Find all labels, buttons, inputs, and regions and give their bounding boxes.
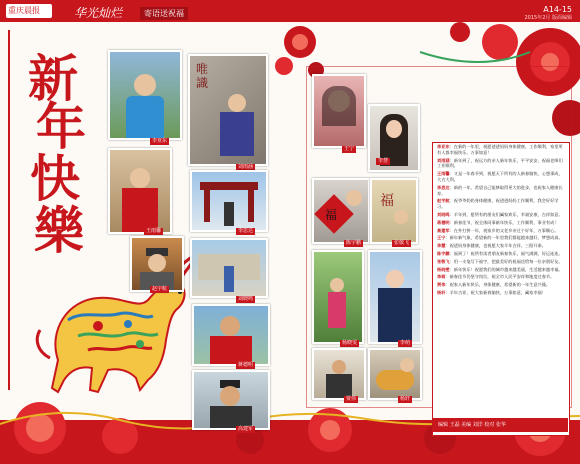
greeting-text: 祝爸妈身体健康，也祝愿大家羊年吉祥，三阳开泰。 (449, 243, 546, 249)
section-tag: 寄语送祝福 (140, 7, 188, 20)
greeting-text: 新年到了，祝远方的亲人新年快乐，平平安安，祝福老师们工作顺利。 (437, 157, 563, 169)
caption-woman-long-hair: 李慧 (378, 158, 389, 164)
caption-man: 高建军 (238, 426, 254, 432)
greeting-text: 新春佳节，祝全体同事新年快乐，工作顺利，事业有成！ (453, 219, 559, 225)
greeting-text: 祝爷爷奶奶身体健康，祝爸爸妈妈工作顺利，我会好好学习。 (437, 198, 559, 210)
caption-rock: 刘雨涵 (238, 164, 254, 170)
column-title: 华光灿烂 (74, 6, 123, 20)
greeting-paragraph (433, 184, 569, 198)
photo-boy (108, 50, 182, 140)
greeting-separator: ： (449, 198, 454, 204)
greeting-name: 李亚东 (437, 144, 450, 149)
greeting-name: 陈宇鹏 (437, 250, 450, 256)
greeting-paragraph (433, 242, 569, 250)
greeting-text: 祝家人新年快乐，身体健康，希望新的一年生意兴隆。 (449, 282, 551, 288)
greeting-name: 张敬飞 (437, 258, 450, 264)
greeting-paragraph (433, 281, 569, 289)
greeting-text: 用一支笔写下福字，把最美好的祝福送给每一位亲朋好友。 (453, 258, 563, 264)
left-border-line (8, 30, 10, 390)
greeting-separator: ： (449, 211, 454, 217)
calligraphy-char-3: 快 (30, 149, 80, 208)
greeting-separator: ： (449, 266, 454, 272)
greeting-separator: ： (449, 250, 454, 256)
greeting-separator: ： (449, 219, 454, 225)
newspaper-logo (6, 4, 52, 18)
greeting-separator: ： (449, 258, 454, 264)
greeting-text: 新的一年，希望自己能够取得更大的进步，也祝家人健康长寿。 (437, 184, 563, 196)
photo-rock: 唯 識 (188, 54, 268, 166)
caption-calli-man: 张敬飞 (394, 240, 410, 246)
greeting-paragraph (433, 197, 569, 211)
footer-text: 编辑 王磊 美编 刘洋 校对 张华 (438, 422, 506, 428)
greeting-paragraph (433, 170, 569, 184)
greeting-name: 李萌 (437, 274, 446, 280)
caption-officer: 李萌 (400, 340, 411, 346)
caption-fu-man: 陈宇鹏 (346, 240, 362, 246)
caption-gate: 李思达 (238, 228, 254, 234)
greeting-separator: ： (445, 289, 450, 295)
footer-strip (432, 418, 568, 432)
greeting-paragraph (433, 273, 569, 281)
greeting-text: 新年新气象，希望新的一年里我们都能越来越好，梦想成真。 (449, 235, 563, 241)
greeting-name: 李思达 (437, 184, 450, 190)
greetings-text-column (432, 142, 570, 436)
greeting-text: 新春佳节仍坚守岗位，祝全市人民平安祥和地度过春节。 (449, 274, 555, 280)
photo-fu-man: 福 (312, 178, 370, 244)
logo-text: 重庆晨报 (8, 6, 40, 15)
greeting-paragraph (433, 143, 569, 157)
greeting-text: 又是一年春节到，祝愿天下所有的人新春愉快，心想事成，大吉大利。 (437, 171, 563, 182)
greeting-paragraph (433, 157, 569, 171)
caption-girl: 王雨馨 (146, 228, 162, 234)
greeting-name: 蒋德明 (437, 219, 450, 225)
greeting-separator: ： (449, 184, 454, 190)
greeting-separator: ： (449, 144, 454, 149)
photo-worker (192, 304, 270, 366)
greeting-separator: ： (445, 243, 450, 249)
greeting-paragraph (433, 250, 569, 258)
greeting-text: 羊年到，愿所有的朋友们阖家欢乐，幸福安康，吉祥如意。 (453, 211, 563, 217)
greeting-name: 杨轩 (437, 289, 446, 295)
caption-park-girl: 杨晓雯 (342, 340, 358, 346)
photo-man (192, 370, 270, 430)
photo-calli-man: 福 (370, 178, 418, 244)
greeting-paragraph (433, 227, 569, 235)
caption-tiger: 杨轩 (400, 396, 411, 402)
greeting-name: 贾伟 (437, 282, 446, 288)
greeting-separator: ： (445, 235, 450, 241)
greeting-text: 羊年吉祥，祝大家新春愉快，万事如意，阖家幸福！ (449, 289, 546, 295)
greeting-paragraph (433, 234, 569, 242)
greeting-name: 王宁 (437, 235, 446, 241)
greeting-paragraph (433, 219, 569, 227)
calligraphy-char-1: 新 (28, 49, 78, 108)
greeting-text: 在新的一年里，祝愿爸爸妈妈身体健康，工作顺利，家里所有人都幸福快乐，万事如意！ (437, 144, 563, 155)
greeting-name: 高建军 (437, 227, 450, 233)
greeting-name: 李慧 (437, 243, 446, 249)
calligraphy-char-4: 樂 (34, 201, 84, 260)
greeting-paragraph (433, 266, 569, 274)
caption-cafe: 王宁 (344, 146, 355, 152)
greeting-name: 杨晓雯 (437, 266, 450, 272)
page-number: A14-15 (543, 5, 572, 14)
greeting-name: 王雨馨 (437, 171, 450, 177)
greeting-paragraph (433, 289, 569, 297)
caption-boy: 李亚东 (152, 138, 168, 144)
greeting-paragraph (433, 211, 569, 219)
photo-square (190, 238, 268, 298)
masthead-bar (0, 0, 580, 22)
caption-worker: 蒋德明 (238, 362, 254, 368)
greeting-text: 福到了！祝所有读者朋友新春快乐，福气满满，好运连连。 (453, 250, 563, 256)
greeting-separator: ： (445, 274, 450, 280)
greeting-name: 刘雨涵 (437, 157, 450, 163)
greeting-separator: ： (449, 171, 454, 177)
photo-girl (108, 148, 172, 234)
caption-hat: 赵宇航 (152, 286, 168, 292)
greeting-text: 新年快乐！祝愿我们的城市越来越美丽，生活越来越幸福。 (453, 266, 563, 272)
greeting-separator: ： (445, 282, 450, 288)
photo-hat (130, 236, 184, 292)
photo-gate (190, 170, 268, 232)
greeting-paragraph (433, 258, 569, 266)
calligraphy-char-2: 年 (36, 97, 86, 156)
caption-sitting: 贾伟 (346, 396, 357, 402)
greeting-text: 在外打拼一年，祝家乡的父老乡亲过个好年，万事顺心。 (453, 227, 559, 233)
greetings-list (433, 143, 569, 297)
greeting-separator: ： (449, 157, 454, 163)
greeting-name: 赵宇航 (437, 198, 450, 204)
masthead-info: 2015年2月 版面编辑 (524, 15, 572, 21)
greeting-separator: ： (449, 227, 454, 233)
caption-square: 刘晓鸣 (238, 296, 254, 302)
greeting-name: 刘晓鸣 (437, 211, 450, 217)
